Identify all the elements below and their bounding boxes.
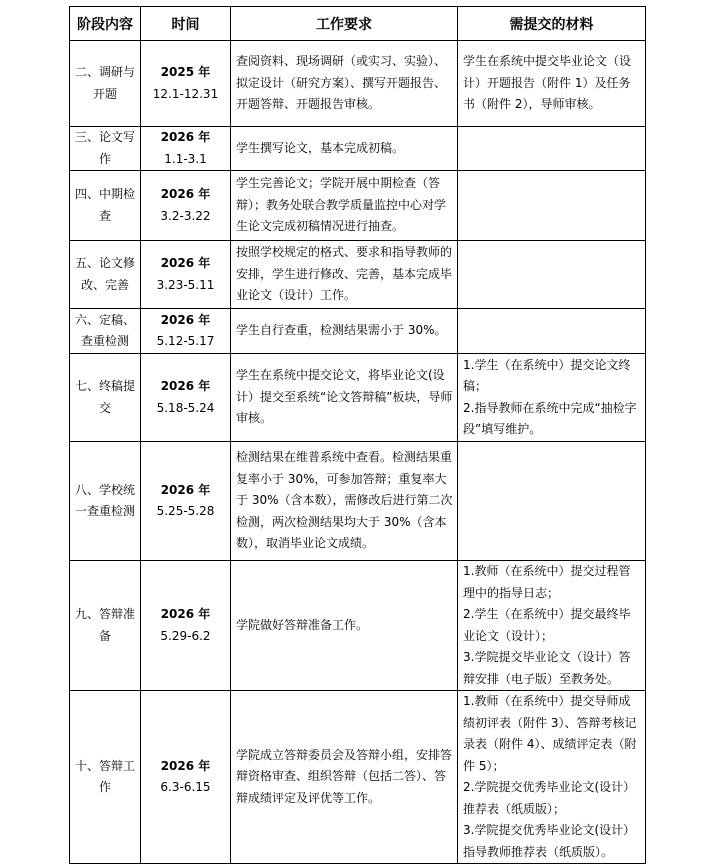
- date-range: 3.23-5.11: [156, 277, 215, 292]
- year: 2025 年: [160, 65, 211, 79]
- work-cell: 查阅资料、现场调研（或实习、实验）、拟定设计（研究方案）、撰写开题报告、开题答辩、开题报告审核。: [231, 41, 458, 127]
- materials-cell: [458, 354, 646, 442]
- table-row: [70, 561, 646, 691]
- table-row: [70, 309, 646, 354]
- header-work: 工作要求: [231, 7, 458, 41]
- time-cell: [141, 171, 231, 241]
- time-cell: [141, 41, 231, 127]
- header-materials: 需提交的材料: [458, 7, 646, 41]
- materials-cell: [458, 691, 646, 864]
- stage-cell: 十、答辩工作: [70, 691, 141, 864]
- material-item: 2.学院提交优秀毕业论文(设计）推荐表（纸质版）；: [463, 780, 636, 816]
- work-cell: 学生完善论文；学院开展中期检查（答辩）；教务处联合教学质量监控中心对学生论文完成初稿情况进行抽查。: [231, 171, 458, 241]
- table-row: [70, 171, 646, 241]
- work-cell: 学院成立答辩委员会及答辩小组，安排答辩资格审查、组织答辩（包括二答）、答辩成绩评定及评优等工作。: [231, 691, 458, 864]
- material-item: 1.教师（在系统中）提交导师成绩初评表（附件 3）、答辩考核记录表（附件 4）、成绩评定表（附件 5）；: [463, 694, 637, 773]
- material-item: 2.学生（在系统中）提交最终毕业论文（设计）；: [463, 607, 631, 643]
- table-row: [70, 241, 646, 309]
- year: 2026 年: [160, 607, 211, 621]
- header-row: [70, 7, 646, 41]
- material-item: 1.教师（在系统中）提交过程管理中的指导日志；: [463, 564, 631, 600]
- date-range: 5.12-5.17: [156, 334, 215, 348]
- stage-cell: 七、终稿提交: [70, 354, 141, 442]
- table-row: [70, 127, 646, 171]
- time-cell: [141, 691, 231, 864]
- time-cell: [141, 442, 231, 561]
- work-cell: 按照学校规定的格式、要求和指导教师的安排，学生进行修改、完善，基本完成毕业论文（设计）工作。: [231, 241, 458, 309]
- stage-cell: 六、定稿、查重检测: [70, 309, 141, 354]
- year: 2026 年: [160, 130, 211, 144]
- stage-cell: 五、论文修改、完善: [70, 241, 141, 309]
- table-row: [70, 691, 646, 864]
- material-item: 学生在系统中提交毕业论文（设计）开题报告（附件 1）及任务书（附件 2），导师审核。: [463, 54, 632, 112]
- stage-cell: 四、中期检查: [70, 171, 141, 241]
- material-item: 3.学院提交毕业论文（设计）答辩安排（电子版）至教务处。: [463, 650, 631, 686]
- table-row: [70, 442, 646, 561]
- time-cell: [141, 354, 231, 442]
- year: 2026 年: [160, 482, 211, 497]
- table-row: [70, 41, 646, 127]
- time-cell: [141, 561, 231, 691]
- time-cell: [141, 309, 231, 354]
- time-cell: [141, 241, 231, 309]
- material-item: 1.学生（在系统中）提交论文终稿；: [463, 357, 631, 393]
- year: 2026 年: [160, 256, 211, 270]
- materials-cell: [458, 561, 646, 691]
- materials-cell: [458, 171, 646, 241]
- year: 2026 年: [160, 312, 211, 327]
- date-range: 12.1-12.31: [152, 86, 219, 101]
- work-cell: 学院做好答辩准备工作。: [231, 561, 458, 691]
- header-stage: 阶段内容: [70, 7, 141, 41]
- stage-cell: 八、学校统一查重检测: [70, 442, 141, 561]
- stage-cell: 二、调研与开题: [70, 41, 141, 127]
- time-cell: [141, 127, 231, 171]
- date-range: 5.29-6.2: [160, 628, 211, 643]
- table-row: [70, 354, 646, 442]
- material-item: 2.指导教师在系统中完成“抽检字段”填写维护。: [463, 400, 637, 436]
- date-range: 5.18-5.24: [156, 400, 215, 415]
- work-cell: 检测结果在维普系统中查看。检测结果重复率小于 30%，可参加答辩；重复率大于 30%（含本数），需修改后进行第二次检测，两次检测结果均大于 30%（含本数），取消毕业论文成绩。: [231, 442, 458, 561]
- materials-cell: [458, 127, 646, 171]
- schedule-table: [69, 6, 646, 864]
- stage-cell: 九、答辩准备: [70, 561, 141, 691]
- material-item: 3.学院提交优秀毕业论文(设计）指导教师推荐表（纸质版）。: [463, 823, 636, 859]
- date-range: 5.25-5.28: [156, 504, 215, 518]
- work-cell: 学生撰写论文，基本完成初稿。: [231, 127, 458, 171]
- work-cell: 学生自行查重，检测结果需小于 30%。: [231, 309, 458, 354]
- materials-cell: [458, 241, 646, 309]
- date-range: 1.1-3.1: [164, 151, 207, 166]
- year: 2026 年: [160, 187, 211, 201]
- header-time: 时间: [141, 7, 231, 41]
- materials-cell: [458, 442, 646, 561]
- materials-cell: [458, 41, 646, 127]
- year: 2026 年: [160, 758, 211, 773]
- materials-cell: [458, 309, 646, 354]
- year: 2026 年: [160, 379, 211, 393]
- stage-cell: 三、论文写作: [70, 127, 141, 171]
- date-range: 3.2-3.22: [160, 208, 211, 223]
- work-cell: 学生在系统中提交论文，将毕业论文(设计）提交至系统“论文答辩稿”板块，导师审核。: [231, 354, 458, 442]
- date-range: 6.3-6.15: [160, 780, 211, 794]
